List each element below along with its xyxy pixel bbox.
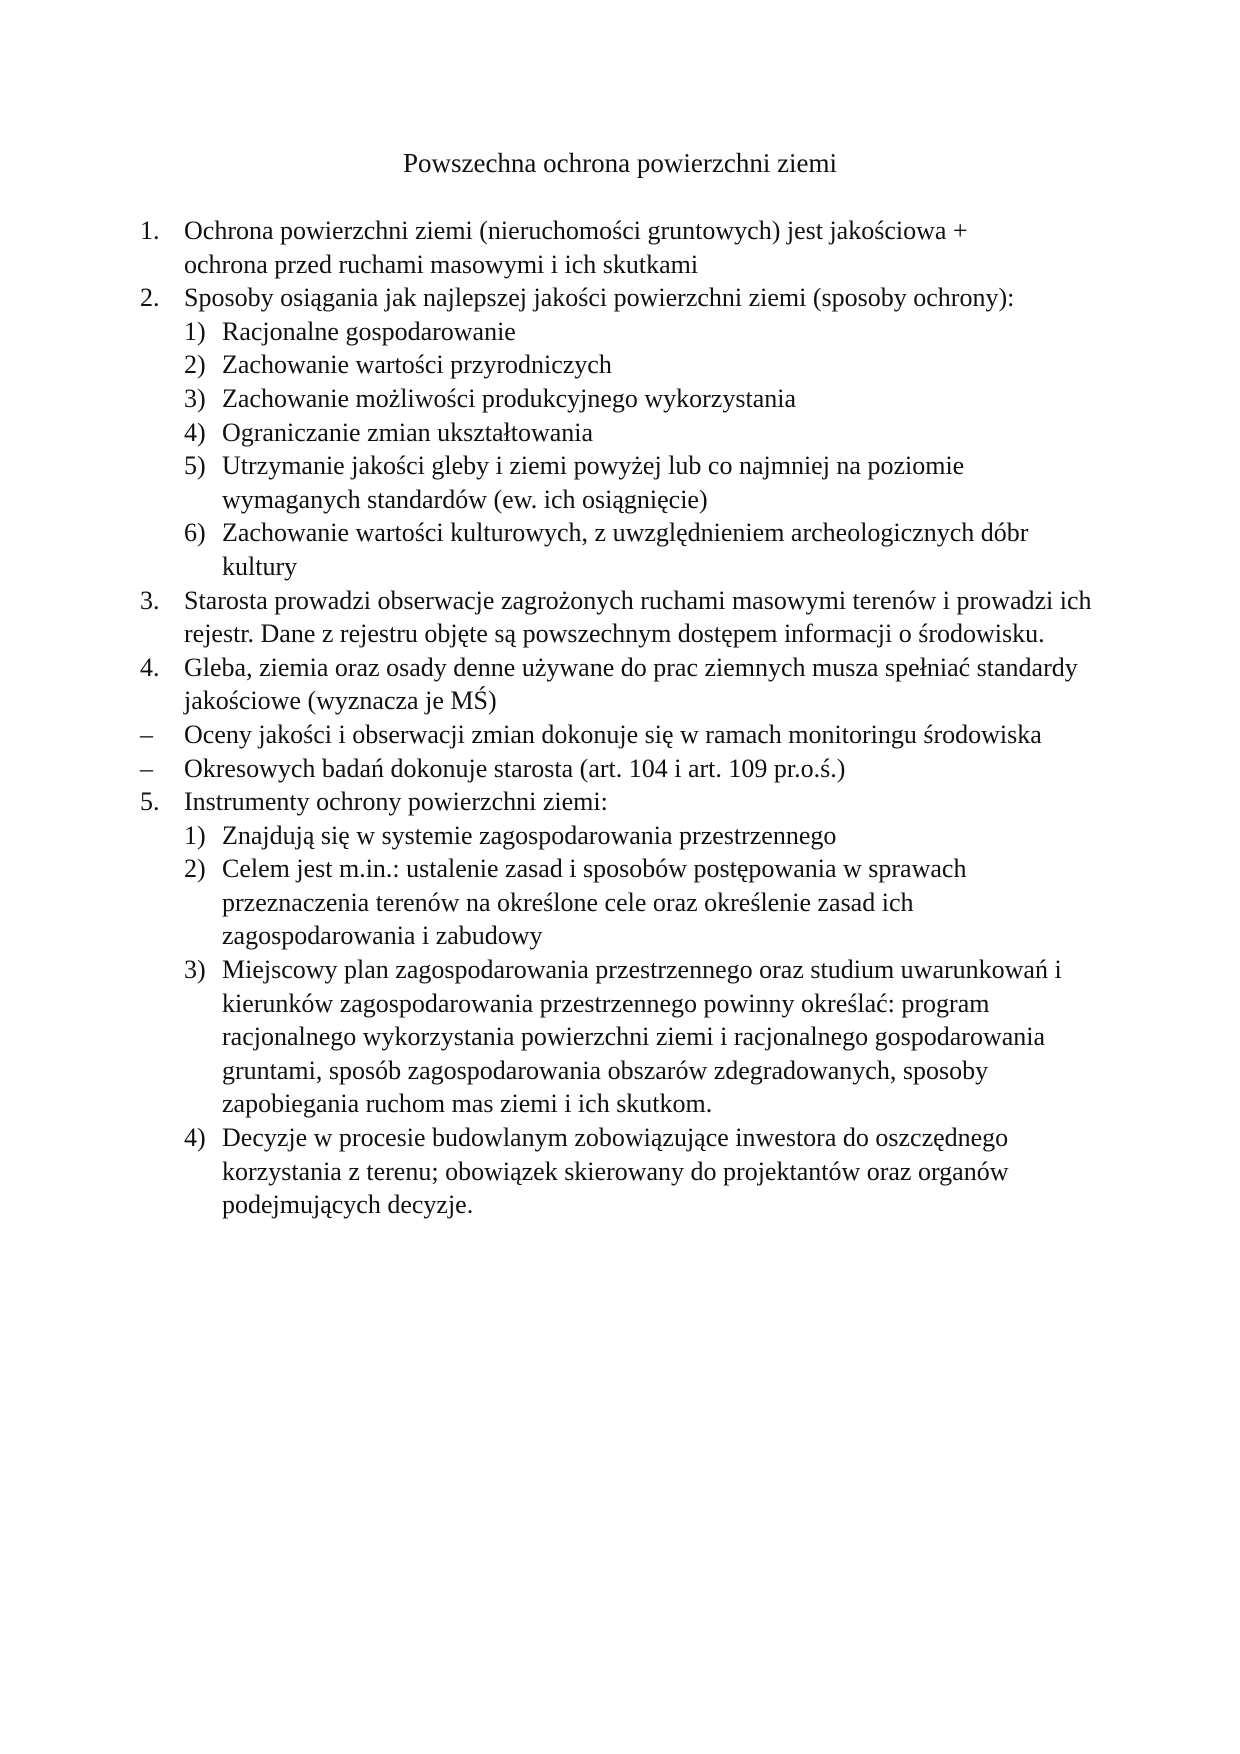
sub-item-text: Zachowanie możliwości produkcyjnego wykorzystania: [222, 383, 796, 413]
list-item-2: [140, 281, 1100, 315]
document-title: Powszechna ochrona powierzchni ziemi: [402, 148, 838, 178]
dash-marker: –: [140, 719, 153, 749]
sub-item-2-4: [184, 416, 1100, 450]
list-item-text: Gleba, ziemia oraz osady denne używane do prac ziemnych musza spełniać standardy jakościowe (wyznacza je MŚ): [184, 652, 1078, 716]
dash-item-1: [140, 718, 1100, 752]
sub-item-5-4: [184, 1121, 1100, 1222]
dash-item-text: Oceny jakości i obserwacji zmian dokonuje się w ramach monitoringu środowiska: [184, 719, 1042, 749]
list-item-3: [140, 584, 1100, 651]
sub-item-text: Celem jest m.in.: ustalenie zasad i sposobów postępowania w sprawach przeznaczenia terenów na określone cele oraz określenie zasad ich zagospodarowania i zabudowy: [222, 854, 967, 951]
dash-marker: –: [140, 753, 153, 783]
sub-item-5-3: [184, 953, 1100, 1121]
list-marker: 2.: [140, 283, 160, 313]
dash-item-2: [140, 752, 1100, 786]
sub-item-text: Zachowanie wartości kulturowych, z uwzględnieniem archeologicznych dóbr kultury: [222, 518, 1029, 581]
sub-item-2-5: [184, 449, 1100, 516]
list-item-text: Starosta prowadzi obserwacje zagrożonych ruchami masowymi terenów i prowadzi ich rejestr. Dane z rejestru objęte są powszechnym dostępem informacji o środowisku.: [184, 585, 1092, 649]
sub-marker: 4): [184, 1123, 206, 1153]
sub-item-text: Ograniczanie zmian ukształtowania: [222, 417, 594, 447]
list-item-text: Instrumenty ochrony powierzchni ziemi:: [184, 787, 608, 817]
sub-marker: 3): [184, 383, 206, 413]
sub-item-2-1: [184, 315, 1100, 349]
sub-item-text: Decyzje w procesie budowlanym zobowiązujące inwestora do oszczędnego korzystania z terenu; obowiązek skierowany do projektantów oraz organów podejmujących decyzje.: [222, 1123, 1009, 1220]
sub-item-5-1: [184, 819, 1100, 853]
sub-item-2-3: [184, 382, 1100, 416]
list-item-text: Ochrona powierzchni ziemi (nieruchomości gruntowych) jest jakościowa +: [184, 216, 968, 245]
list-item-5: [140, 785, 1100, 819]
sub-item-text: Miejscowy plan zagospodarowania przestrzennego oraz studium uwarunkowań i kierunków zagospodarowania przestrzennego powinny określać: program racjonalnego wykorzystania powierzchni ziemi i racjonalnego gospodarowania gruntami, sposób zagospodarowania obszarów zdegradowanych, sposoby zapobiegania ruchom mas ziemi i ich skutkom.: [222, 955, 1062, 1119]
list-item-text: Sposoby osiągania jak najlepszej jakości powierzchni ziemi (sposoby ochrony):: [184, 283, 1015, 313]
sub-marker: 5): [184, 451, 206, 481]
sub-marker: 2): [184, 350, 206, 380]
sub-marker: 4): [184, 417, 206, 447]
sub-item-2-6: [184, 516, 1100, 583]
sub-item-text: Racjonalne gospodarowanie: [222, 316, 516, 346]
list-item-4: [140, 651, 1100, 718]
sub-marker: 2): [184, 854, 206, 884]
list-marker: 3.: [140, 585, 160, 615]
sub-marker: 1): [184, 316, 206, 346]
sub-item-text: Zachowanie wartości przyrodniczych: [222, 350, 612, 380]
list-item-1: [140, 214, 1100, 281]
sub-item-2-2: [184, 348, 1100, 382]
sub-marker: 6): [184, 518, 206, 548]
sub-item-text: Utrzymanie jakości gleby i ziemi powyżej lub co najmniej na poziomie wymaganych standardów (ew. ich osiągnięcie): [222, 451, 965, 514]
list-item-text-continued: ochrona przed ruchami masowymi i ich skutkami: [184, 249, 699, 279]
sub-item-text: Znajdują się w systemie zagospodarowania przestrzennego: [222, 820, 837, 850]
sub-marker: 3): [184, 955, 206, 985]
list-marker: 4.: [140, 652, 160, 682]
list-marker: 5.: [140, 787, 160, 817]
list-marker: 1.: [140, 216, 160, 245]
document-content: [140, 214, 1100, 1222]
sub-item-5-2: [184, 852, 1100, 953]
dash-item-text: Okresowych badań dokonuje starosta (art. 104 i art. 109 pr.o.ś.): [184, 753, 846, 783]
sub-marker: 1): [184, 820, 206, 850]
